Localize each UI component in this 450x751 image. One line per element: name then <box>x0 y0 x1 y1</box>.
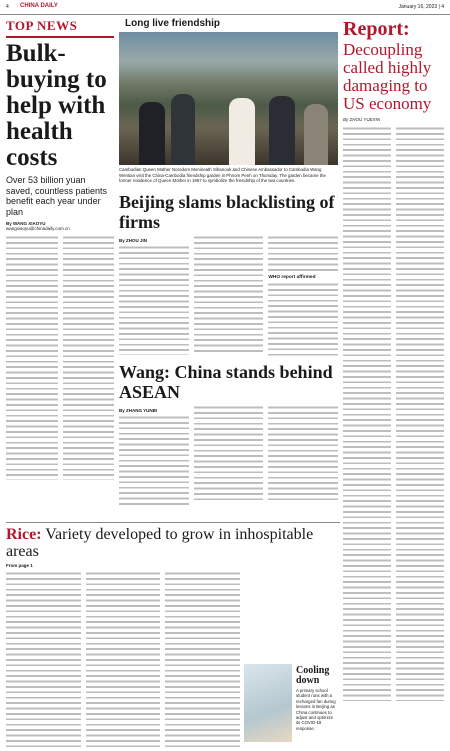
section-kicker: TOP NEWS <box>6 18 78 33</box>
rice-headline <box>6 526 340 560</box>
rice-headline-bold: Rice: <box>6 526 42 543</box>
news-photo <box>119 32 338 165</box>
page-header <box>0 0 450 15</box>
rice-body <box>6 571 240 751</box>
photo-section-label: Long live friendship <box>125 18 221 29</box>
byline-name: By WANG XIAOYU <box>6 221 46 226</box>
kicker-rule <box>6 36 114 38</box>
body-column <box>165 571 240 751</box>
byline-email: wangxiaoyu@chinadaily.com.cn <box>6 226 70 231</box>
lead-headline: Bulk-buying to help with health costs <box>6 40 107 171</box>
subhead: WHO report affirmed <box>268 274 316 280</box>
report-headline: Decoupling called highly damaging to US economy <box>343 40 432 113</box>
report-story <box>343 18 444 701</box>
blacklist-body <box>119 235 338 356</box>
body-column <box>396 126 444 701</box>
body-column <box>343 126 391 701</box>
asean-byline: By ZHANG YUNBI <box>119 407 158 413</box>
lead-byline <box>6 221 114 231</box>
report-byline: By ZHOU YUEXIN <box>343 117 381 122</box>
blacklist-byline: By ZHOU JIN <box>119 237 148 243</box>
body-column <box>194 235 264 355</box>
lead-story <box>6 18 114 480</box>
brand-logo: CHINA DAILY <box>20 3 58 9</box>
page-number: 4 <box>6 4 9 10</box>
issue-date: January 16, 2023 | 4 <box>398 4 444 10</box>
body-column <box>268 405 338 503</box>
asean-body <box>119 405 338 505</box>
cooling-caption: A primary school student runs with a recharged fan during lessons in Beijing as China continues to adjust and optimize its COVID-19 response. <box>296 688 336 731</box>
student-fan-illustration <box>244 664 292 742</box>
cooling-headline: Cooling down <box>296 665 330 686</box>
report-kicker: Report: <box>343 18 410 40</box>
body-column <box>6 235 58 480</box>
body-column <box>268 235 338 273</box>
body-column <box>119 245 189 355</box>
report-body <box>343 126 444 701</box>
body-column <box>86 571 161 751</box>
body-column <box>63 235 115 480</box>
lead-body <box>6 235 114 480</box>
photo-caption: Cambodian Queen Mother Norodom Monineath Sihanouk and Chinese Ambassador to Cambodia Wang Wentian visit the China-Cambodia friendship garden in Phnom Penh on Thursday. The garden became the former residence of Queen Mother in 1967 to symbolize the friendship of the two countries. <box>119 167 326 184</box>
body-column <box>119 415 189 505</box>
body-column <box>6 571 81 751</box>
body-column <box>194 405 264 503</box>
lead-deck: Over 53 billion yuan saved, countless patients benefit each year under plan <box>6 175 108 217</box>
blacklist-headline: Beijing slams blacklisting of firms <box>119 191 335 232</box>
rice-from: From page 1 <box>6 563 33 568</box>
body-column <box>268 282 338 356</box>
rice-headline-rest: Variety developed to grow in inhospitable areas <box>6 526 314 560</box>
asean-headline: Wang: China stands behind ASEAN <box>119 361 333 402</box>
center-column <box>119 18 338 505</box>
